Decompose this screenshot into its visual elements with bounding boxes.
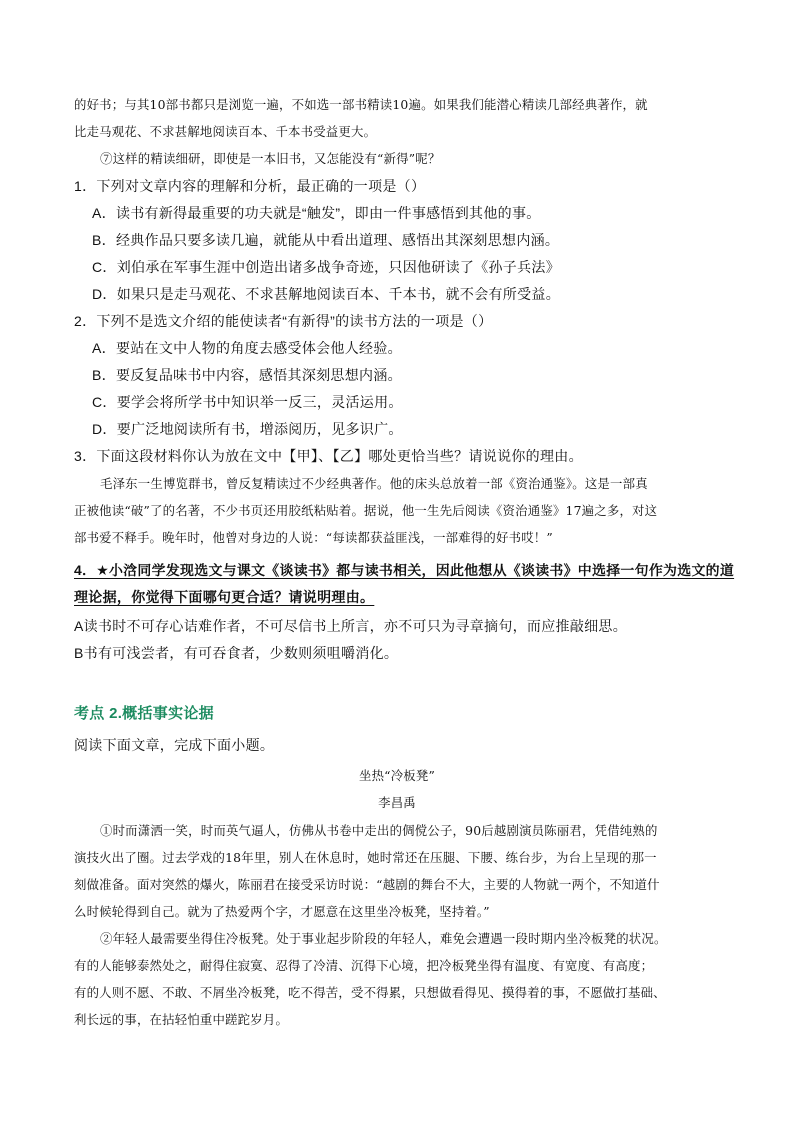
- article-title: 坐热“冷板凳”: [358, 768, 436, 783]
- question-2-option-d: D．要广泛地阅读所有书，增添阅历，见多识广。: [92, 421, 403, 437]
- article-author: 李昌禹: [378, 795, 416, 810]
- question-1-option-d: D．如果只是走马观花、不求甚解地阅读百本、千本书，就不会有所受益。: [92, 286, 561, 302]
- question-2-option-c: C．要学会将所学书中知识举一反三，灵活运用。: [92, 394, 403, 410]
- question-4-option-b: B书有可浅尝者，有可吞食者，少数则须咀嚼消化。: [74, 645, 399, 661]
- article-paragraph-line: 有的人能够泰然处之，耐得住寂寞、忍得了冷清、沉得下心境，把冷板凳坐得有温度、有宽度、有高度；: [74, 958, 654, 973]
- section-heading: 考点 2.概括事实论据: [74, 705, 214, 722]
- question-4-stem-line: 4．★小浛同学发现选文与课文《谈读书》都与读书相关，因此他想从《谈读书》中选择一句作为选文的道: [74, 562, 735, 578]
- question-4-option-a: A读书时不可存心诘难作者，不可尽信书上所言，亦不可只为寻章摘句，而应推敲细思。: [74, 618, 628, 634]
- article-paragraph-line: 么时候轮得到自己。就为了热爱两个字，才愿意在这里坐冷板凳，坚持着。”: [74, 904, 490, 919]
- question-2-option-a: A．要站在文中人物的角度去感受体会他人经验。: [92, 340, 402, 356]
- passage-paragraph-7: ⑦这样的精读细研，即使是一本旧书，又怎能没有“新得”呢？: [100, 151, 441, 166]
- question-1-option-b: B．经典作品只要多读几遍，就能从中看出道理、感悟出其深刻思想内涵。: [92, 232, 560, 248]
- article-paragraph-line: ②年轻人最需要坐得住冷板凳。处于事业起步阶段的年轻人，难免会遭遇一段时期内坐冷板凳的状况。: [100, 931, 667, 946]
- article-paragraph-line: 利长远的事，在拈轻怕重中蹉跎岁月。: [74, 1012, 289, 1027]
- question-3-material-line: 毛泽东一生博览群书，曾反复精读过不少经典著作。他的床头总放着一部《资治通鉴》。这是一部真: [100, 476, 648, 491]
- passage-line: 比走马观花、不求甚解地阅读百本、千本书受益更大。: [74, 124, 377, 139]
- question-1-option-c: C．刘伯承在军事生涯中创造出诸多战争奇迹，只因他研读了《孙子兵法》: [92, 259, 561, 275]
- article-paragraph-line: ①时而潇洒一笑，时而英气逼人，仿佛从书卷中走出的倜傥公子，90后越剧演员陈丽君，凭借纯熟的: [100, 823, 658, 838]
- question-3-material-line: 部书爱不释手。晚年时，他曾对身边的人说：“每读都获益匪浅，一部难得的好书哎！”: [74, 530, 553, 545]
- article-paragraph-line: 有的人则不愿、不敢、不屑坐冷板凳，吃不得苦，受不得累，只想做看得见、摸得着的事，不愿做打基础、: [74, 985, 666, 1000]
- question-2-option-b: B．要反复品味书中内容，感悟其深刻思想内涵。: [92, 367, 402, 383]
- question-2-stem: 2．下列不是选文介绍的能使读者“有新得”的读书方法的一项是（）: [74, 313, 493, 329]
- passage-line: 的好书；与其10部书都只是浏览一遍，不如选一部书精读10遍。如果我们能潜心精读几部经典著作，就: [74, 97, 648, 112]
- question-4-stem-line: 理论据，你觉得下面哪句更合适？请说明理由。: [74, 589, 375, 605]
- question-1-stem: 1．下列对文章内容的理解和分析，最正确的一项是（）: [74, 178, 426, 194]
- article-paragraph-line: 演技火出了圈。过去学戏的18年里，别人在休息时，她时常还在压腿、下腰、练台步，为台上呈现的那一: [74, 850, 657, 865]
- article-paragraph-line: 刻做准备。面对突然的爆火，陈丽君在接受采访时说：“越剧的舞台不大，主要的人物就一两个，不知道什: [74, 877, 660, 892]
- question-3-material-line: 正被他读“破”了的名著，不少书页还用胶纸粘贴着。据说，他一生先后阅读《资治通鉴》17遍之多，对这: [74, 503, 658, 518]
- question-3-stem: 3．下面这段材料你认为放在文中【甲】、【乙】哪处更恰当些？请说说你的理由。: [74, 448, 583, 464]
- reading-instruction: 阅读下面文章，完成下面小题。: [74, 737, 275, 753]
- question-1-option-a: A．读书有新得最重要的功夫就是“触发”，即由一件事感悟到其他的事。: [92, 205, 541, 221]
